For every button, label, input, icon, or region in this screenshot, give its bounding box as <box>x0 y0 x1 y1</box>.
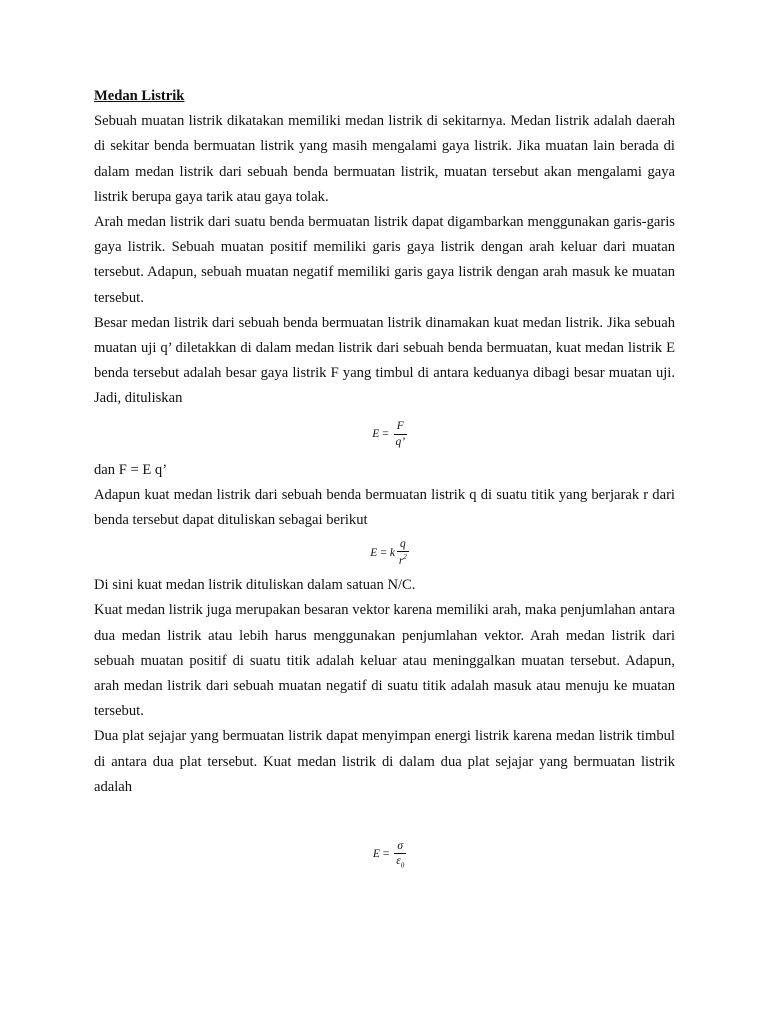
formula2-numerator: q <box>397 539 409 553</box>
formula-parallel-plates <box>94 834 675 876</box>
formula2-den-base: r <box>398 555 404 568</box>
formula3-den-subscript: 0 <box>400 861 405 870</box>
formula2-fraction <box>397 539 409 568</box>
formula1-numerator: F <box>394 421 407 435</box>
formula-e-equals-f-over-q <box>94 414 675 456</box>
paragraph-5: Kuat medan listrik juga merupakan besaran vektor karena memiliki arah, maka penjumlahan antara dua medan listrik atau lebih harus menggunakan penjumlahan vektor. Arah medan listrik dari sebuah muatan positif di suatu titik adalah keluar atau meninggalkan muatan tersebut. Adapun, arah medan listrik dari sebuah muatan negatif di suatu titik adalah masuk atau menuju ke muatan tersebut. <box>94 602 675 720</box>
formula1-denominator: q’ <box>395 435 406 448</box>
formula3-numerator: σ <box>394 841 406 855</box>
line-unit: Di sini kuat medan listrik dituliskan dalam satuan N/C. <box>94 577 416 594</box>
line-force-relation: dan F = E q’ <box>94 461 168 478</box>
formula1-fraction <box>394 421 407 448</box>
paragraph-1: Sebuah muatan listrik dikatakan memiliki medan listrik di sekitarnya. Medan listrik adalah daerah di sekitar benda bermuatan listrik yang masih mengalami gaya listrik. Jika muatan lain berada di dalam medan listrik dari sebuah benda bermuatan listrik, muatan tersebut akan mengalami gaya listrik berupa gaya tarik atau gaya tolak. <box>94 113 675 205</box>
formula3-denominator <box>396 854 404 869</box>
document-title: Medan Listrik <box>94 88 185 104</box>
formula1-equals: = <box>382 427 389 440</box>
formula2-lhs: E <box>370 546 378 559</box>
formula3-lhs: E <box>372 848 380 861</box>
document-body <box>94 84 675 878</box>
paragraph-2: Arah medan listrik dari suatu benda bermuatan listrik dapat digambarkan menggunakan garis-garis gaya listrik. Sebuah muatan positif memiliki garis gaya listrik dengan arah keluar dari muatan tersebut. Adapun, sebuah muatan negatif memiliki garis gaya listrik dengan arah masuk ke muatan tersebut. <box>94 214 675 306</box>
formula2-den-exponent: 2 <box>403 553 407 562</box>
formula1-lhs: E <box>372 427 380 440</box>
formula3-fraction <box>394 841 406 870</box>
paragraph-6: Dua plat sejajar yang bermuatan listrik dapat menyimpan energi listrik karena medan listrik timbul di antara dua plat tersebut. Kuat medan listrik di dalam dua plat sejajar yang bermuatan listrik adalah <box>94 728 675 795</box>
formula2-equals: = <box>380 546 387 559</box>
formula3-den-base: ε <box>396 855 401 868</box>
formula-coulomb-field <box>94 535 675 571</box>
formula3-equals: = <box>382 848 390 861</box>
formula2-constant: k <box>389 546 395 559</box>
paragraph-3: Besar medan listrik dari sebuah benda bermuatan listrik dinamakan kuat medan listrik. Jika sebuah muatan uji q’ diletakkan di dalam medan listrik dari sebuah benda bermuatan, kuat medan listrik E benda tersebut adalah besar gaya listrik F yang timbul di antara keduanya dibagi besar muatan uji. Jadi, dituliskan <box>94 314 675 407</box>
formula2-denominator <box>399 552 407 567</box>
paragraph-4: Adapun kuat medan listrik dari sebuah benda bermuatan listrik q di suatu titik yang berjarak r dari benda tersebut dapat dituliskan sebagai berikut <box>94 486 675 529</box>
